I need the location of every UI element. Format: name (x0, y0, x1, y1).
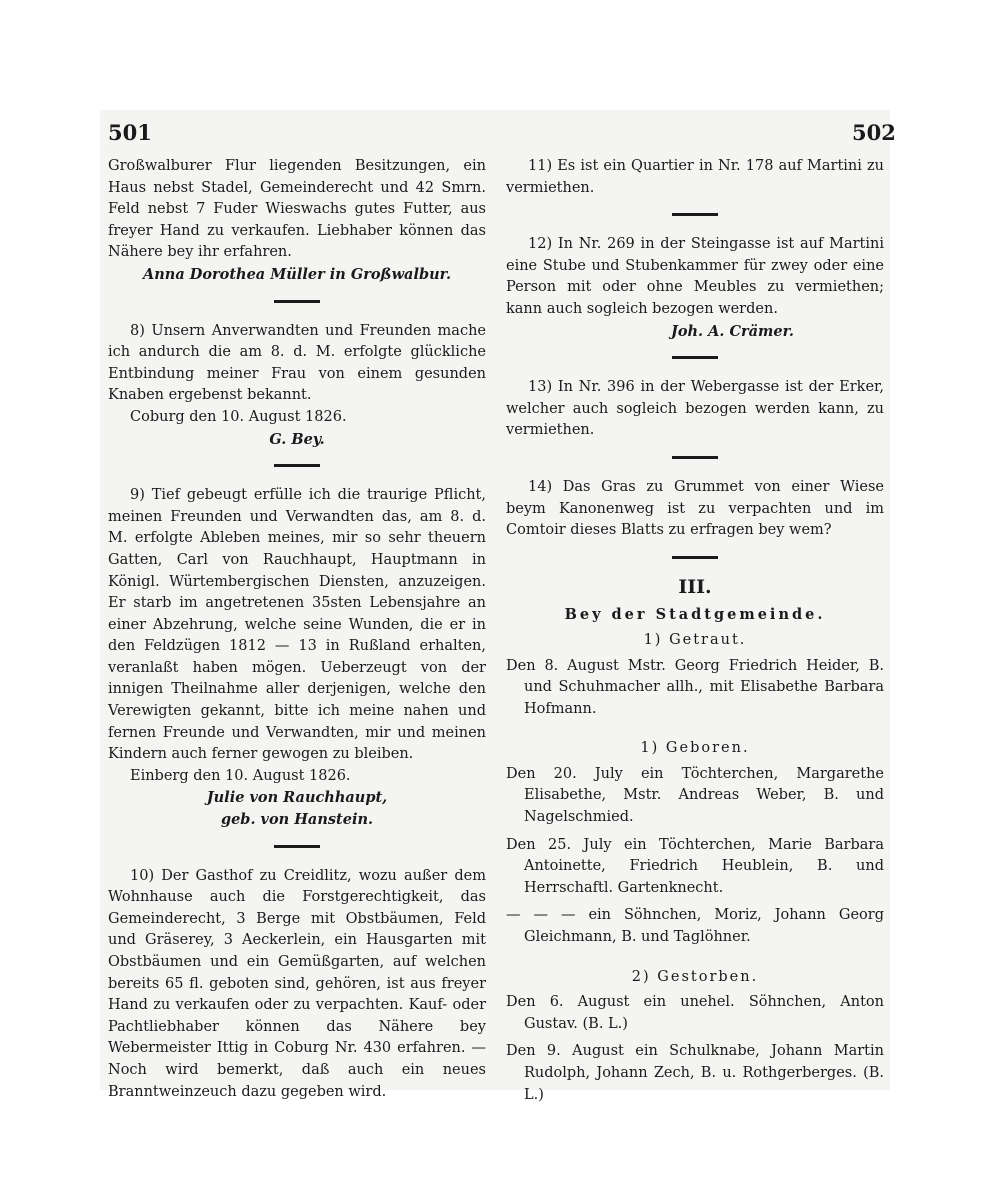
born-entry: Den 20. July ein Töchterchen, Margarethe Elisabethe, Mstr. Andreas Weber, B. und Nagelschmied. (506, 765, 884, 826)
notice-10-text: 10) Der Gasthof zu Creidlitz, wozu außer dem Wohnhause auch die Forstgerechtigkeit, das Gemeinderecht, 3 Berge mit Obstbäumen, Feld und Gräserey, 3 Aeckerlein, ein Hausgarten mit Obstbäumen und ein Gemüßgarten, auf welchen bereits 65 fl. geboten sind, gehören, ist aus freyer Hand zu verkaufen oder zu verpachten. Kauf- oder Pachtliebhaber können das Nähere bey Webermeister Ittig in Coburg Nr. 430 erfahren. — Noch wird bemerkt, daß auch ein neues Branntweinzeuch dazu gegeben wird. (108, 867, 486, 1100)
married-entry: Den 8. August Mstr. Georg Friedrich Heider, B. und Schuhmacher allh., mit Elisabethe Barbara Hofmann. (506, 657, 884, 717)
born-heading: 1) Geboren. (640, 740, 750, 757)
divider-rule (672, 456, 718, 459)
left-column (108, 156, 486, 1103)
section-roman-numeral: III. (678, 575, 712, 598)
notice-intro-text: Großwalburer Flur liegenden Besitzungen, ein Haus nebst Stadel, Gemeinderecht und 42 Smrn. Feld nebst 7 Fuder Wieswachs gutes Futter, aus freyer Hand zu verkaufen. Liebhaber können das Nähere bey ihr erfahren. (108, 158, 486, 261)
born-entry: — — — ein Söhnchen, Moriz, Johann Georg Gleichmann, B. und Taglöhner. (506, 907, 884, 946)
notice-9-signature-name: Julie von Rauchhaupt, (206, 789, 388, 807)
divider-rule (274, 845, 320, 848)
notice-14-text: 14) Das Gras zu Grummet von einer Wiese beym Kanonenweg ist zu verpachten und im Comtoir dieses Blatts zu erfragen bey wem? (506, 478, 884, 539)
married-heading: 1) Getraut. (643, 631, 747, 648)
died-entry: Den 6. August ein unehel. Söhnchen, Anton Gustav. (B. L.) (506, 994, 884, 1032)
died-heading: 2) Gestorben. (631, 968, 759, 985)
notice-8-text: 8) Unsern Anverwandten und Freunden mache ich andurch die am 8. d. M. erfolgte glückliche Entbindung meiner Frau von einem gesunden Knaben ergebenst bekannt. (108, 322, 486, 404)
notice-8-signature: G. Bey. (269, 430, 325, 448)
divider-rule (672, 556, 718, 559)
page-number-left: 501 (108, 120, 152, 145)
divider-rule (274, 300, 320, 303)
divider-rule (274, 464, 320, 467)
notice-11-text: 11) Es ist ein Quartier in Nr. 178 auf Martini zu vermiethen. (506, 158, 884, 196)
divider-rule (672, 213, 718, 216)
notice-12-text: 12) In Nr. 269 in der Steingasse ist auf Martini eine Stube und Stubenkammer für zwey oder eine Person mit oder ohne Meubles zu vermiethen; kann auch sogleich bezogen werden. (506, 236, 884, 317)
notice-9-signature-maiden-name: geb. von Hanstein. (220, 811, 374, 829)
notice-13-text: 13) In Nr. 396 in der Webergasse ist der Erker, welcher auch sogleich bezogen werden kann, zu vermiethen. (506, 379, 884, 439)
notice-9-place-date: Einberg den 10. August 1826. (130, 767, 351, 784)
notice-9-text: 9) Tief gebeugt erfülle ich die traurige Pflicht, meinen Freunden und Verwandten das, am 8. d. M. erfolgte Ableben meines, mir so sehr theuern Gatten, Carl von Rauchhaupt, Hauptmann in Königl. Würtembergischen Diensten, anzuzeigen. Er starb im angetretenen 35sten Lebensjahre an einer Abzehrung, welche seine Wunden, die er in den Feldzügen 1812 — 13 in Rußland erhalten, veranlaßt haben mögen. Ueberzeugt von der innigen Theilnahme aller derjenigen, welche den Verewigten gekannt, bitte ich meine nahen und fernen Freunde und Verwandten, mir und meinen Kindern auch ferner gewogen zu bleiben. (108, 487, 486, 763)
right-column (506, 156, 884, 1112)
section-heading: Bey der Stadtgemeinde. (564, 606, 826, 624)
notice-8-place-date: Coburg den 10. August 1826. (130, 408, 347, 425)
divider-rule (672, 356, 718, 359)
died-entry: Den 9. August ein Schulknabe, Johann Martin Rudolph, Johann Zech, B. u. Rothgerberges. (B. L.) (506, 1043, 884, 1103)
notice-12-signature: Joh. A. Crämer. (670, 322, 794, 340)
notice-intro-signature: Anna Dorothea Müller in Großwalbur. (143, 265, 451, 283)
born-entry: Den 25. July ein Töchterchen, Marie Barbara Antoinette, Friedrich Heublein, B. und Herrschaftl. Gartenknecht. (506, 836, 884, 896)
page-number-right: 502 (852, 120, 896, 145)
